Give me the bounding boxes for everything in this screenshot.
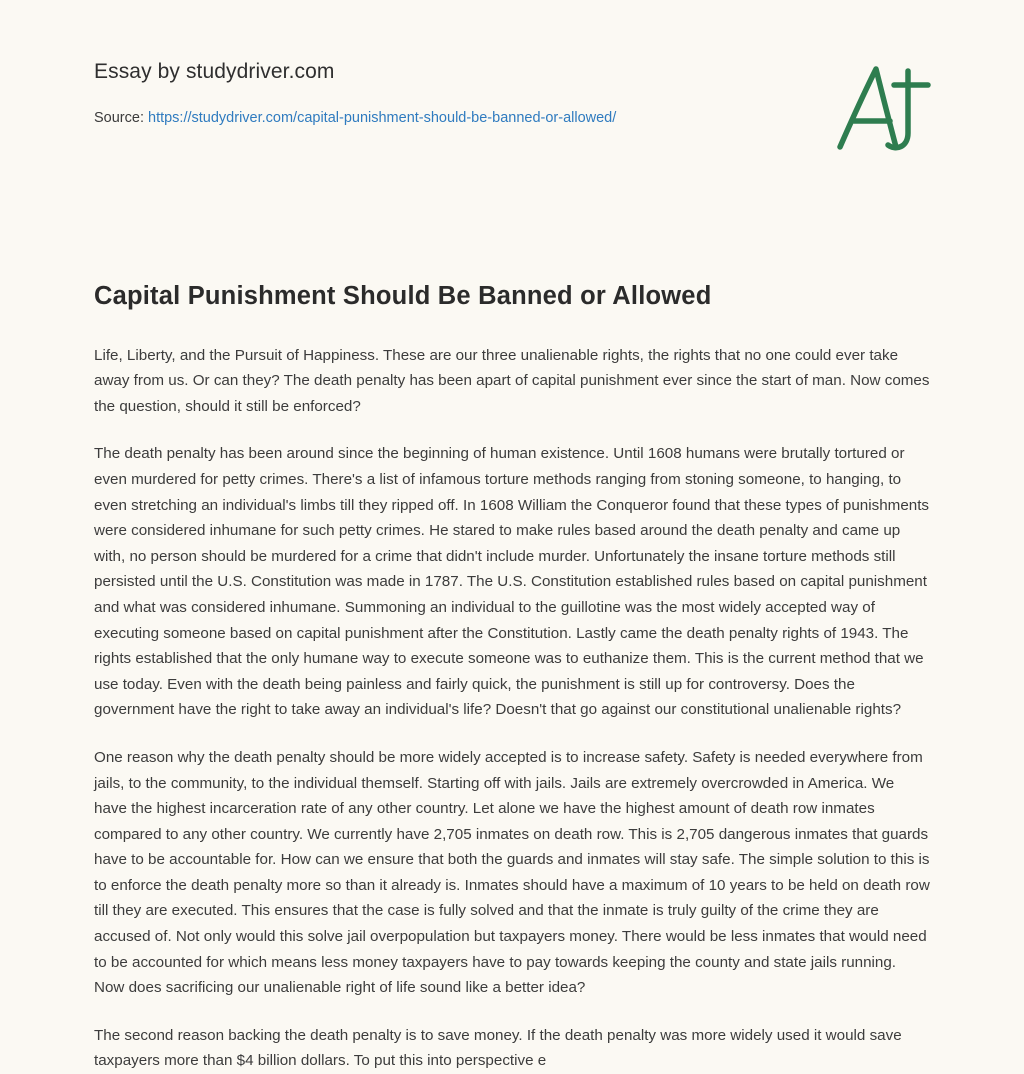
essay-byline bbox=[94, 60, 930, 84]
document-body bbox=[94, 343, 930, 1074]
studydriver-logo-icon bbox=[824, 55, 944, 165]
paragraph: The death penalty has been around since the beginning of human existence. Until 1608 humans were brutally tortured or even murdered for petty crimes. There's a list of infamous torture methods ranging from stoning someone, to hanging, to even stretching an individual's limbs till they ripped off. In 1608 William the Conqueror found that these types of punishments were considered inhumane for such petty crimes. He stared to make rules based around the death penalty and came up with, no person should be murdered for a crime that didn't include murder. Unfortunately the insane torture methods still persisted until the U.S. Constitution was made in 1787. The U.S. Constitution established rules based on capital punishment and what was considered inhumane. Summoning an individual to the guillotine was the most widely accepted way of executing someone based on capital punishment after the Constitution. Lastly came the death penalty rights of 1943. The rights established that the only humane way to execute someone was to euthanize them. This is the current method that we use today. Even with the death being painless and fairly quick, the punishment is still up for controversy. Does the government have the right to take away an individual's life? Doesn't that go against our constitutional unalienable rights? bbox=[94, 445, 930, 719]
source-label: Source: bbox=[94, 110, 148, 126]
document-header bbox=[94, 60, 930, 126]
essay-by-domain: studydriver.com bbox=[185, 60, 335, 83]
essay-by-prefix: Essay by bbox=[94, 60, 186, 83]
paragraph: The second reason backing the death penalty is to save money. If the death penalty was more widely used it would save taxpayers more than $4 billion dollars. To put this into perspective e bbox=[94, 1026, 902, 1070]
paragraph: One reason why the death penalty should be more widely accepted is to increase safety. Safety is needed everywhere from jails, to the community, to the individual themself. Starting off with jails. Jails are extremely overcrowded in America. We have the highest incarceration rate of any other country. Let alone we have the highest amount of death row inmates compared to any other country. We currently have 2,705 inmates on death row. This is 2,705 dangerous inmates that guards have to be accountable for. How can we ensure that both the guards and inmates will stay safe. The simple solution to this is to enforce the death penalty more so than it already is. Inmates should have a maximum of 10 years to be held on death row till they are executed. This ensures that the case is fully solved and that the inmate is truly guilty of the crime they are accused of. Not only would this solve jail overpopulation but taxpayers money. There would be less inmates that would need to be accounted for which means less money taxpayers have to pay towards keeping the county and state jails running. Now does sacrificing our unalienable right of life sound like a better idea? bbox=[94, 748, 930, 997]
paragraph: Life, Liberty, and the Pursuit of Happiness. These are our three unalienable rights, the rights that no one could ever take away from us. Or can they? The death penalty has been apart of capital punishment ever since the start of man. Now comes the question, should it still be enforced? bbox=[94, 346, 930, 415]
source-line bbox=[94, 110, 930, 126]
page-title: Capital Punishment Should Be Banned or Allowed bbox=[94, 282, 712, 310]
source-url-link[interactable]: https://studydriver.com/capital-punishment-should-be-banned-or-allowed/ bbox=[148, 110, 617, 126]
